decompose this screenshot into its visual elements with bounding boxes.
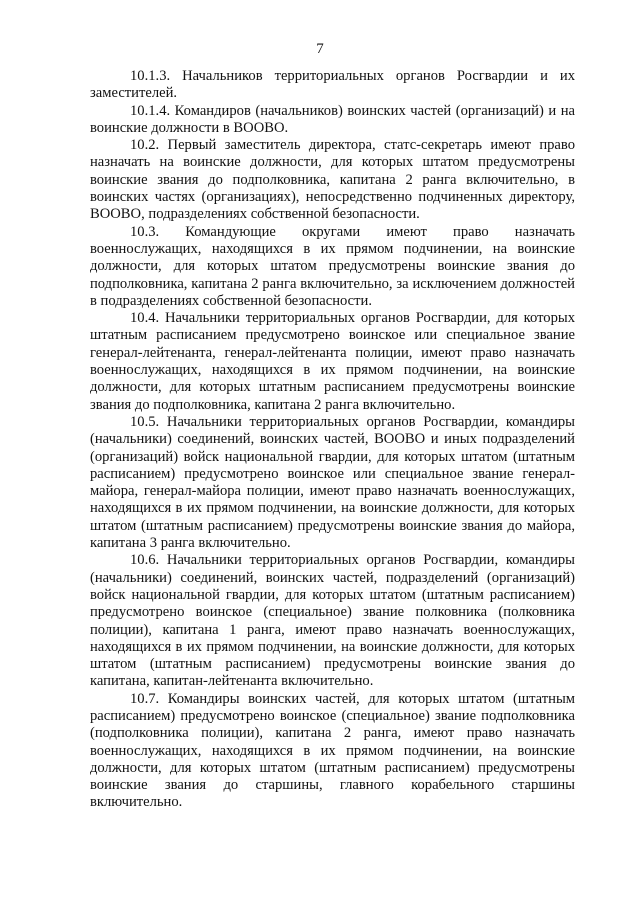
paragraph-10-1-3: 10.1.3. Начальников территориальных органов Росгвардии и их заместителей. [90, 68, 575, 102]
paragraph-10-1-4: 10.1.4. Командиров (начальников) воинских частей (организаций) и на воинские должности в ВООВО. [90, 102, 575, 136]
paragraph-10-5: 10.5. Начальники территориальных органов Росгвардии, командиры (начальники) соединений, воинских частей, ВООВО и иных подразделений (организаций) войск национальной гвардии, для которых штатом (штатным расписанием) предусмотрено воинское или специальное звание генерал-майора, генерал-майора полиции, имеют право назначать военнослужащих, находящихся в их прямом подчинении, на воинские должности, для которых штатом (штатным расписанием) предусмотрены воинские звания до майора, капитана 3 ранга включительно. [90, 413, 575, 552]
paragraph-10-4: 10.4. Начальники территориальных органов Росгвардии, для которых штатным расписанием предусмотрено воинское или специальное звание генерал-лейтенанта, генерал-лейтенанта полиции, имеют право назначать военнослужащих, находящихся в их прямом подчинении, на воинские должности, для которых штатным расписанием предусмотрены воинские звания до подполковника, капитана 2 ранга включительно. [90, 310, 575, 413]
document-body [90, 68, 575, 812]
paragraph-10-6: 10.6. Начальники территориальных органов Росгвардии, командиры (начальники) соединений, воинских частей, подразделений (организаций) войск национальной гвардии, для которых штатом (штатным расписанием) предусмотрено воинское (специальное) звание полковника (полковника полиции), капитана 1 ранга, имеют право назначать военнослужащих, находящихся в их прямом подчинении, на воинские должности, для которых штатом (штатным расписанием) предусмотрены воинские звания до капитана, капитан-лейтенанта включительно. [90, 552, 575, 690]
paragraph-10-2: 10.2. Первый заместитель директора, статс-секретарь имеют право назначать на воинские должности, для которых штатом предусмотрены воинские звания до подполковника, капитана 2 ранга включительно, в воинских частях (организациях), непосредственно подчиненных директору, ВООВО, подразделениях собственной безопасности. [90, 137, 575, 223]
page-number: 7 [316, 41, 324, 57]
paragraph-10-3: 10.3. Командующие округами имеют право назначать военнослужащих, находящихся в их прямом подчинении, на воинские должности, для которых штатом предусмотрены воинские звания до подполковника, капитана 2 ранга включительно, за исключением должностей в подразделениях собственной безопасности. [90, 223, 575, 309]
paragraph-10-7: 10.7. Командиры воинских частей, для которых штатом (штатным расписанием) предусмотрено воинское (специальное) звание подполковника (подполковника полиции), капитана 2 ранга, имеют право назначать военнослужащих, находящихся в их прямом подчинении, на воинские должности, для которых штатом (штатным расписанием) предусмотрены воинские звания до старшины, главного корабельного старшины включительно. [90, 690, 575, 811]
